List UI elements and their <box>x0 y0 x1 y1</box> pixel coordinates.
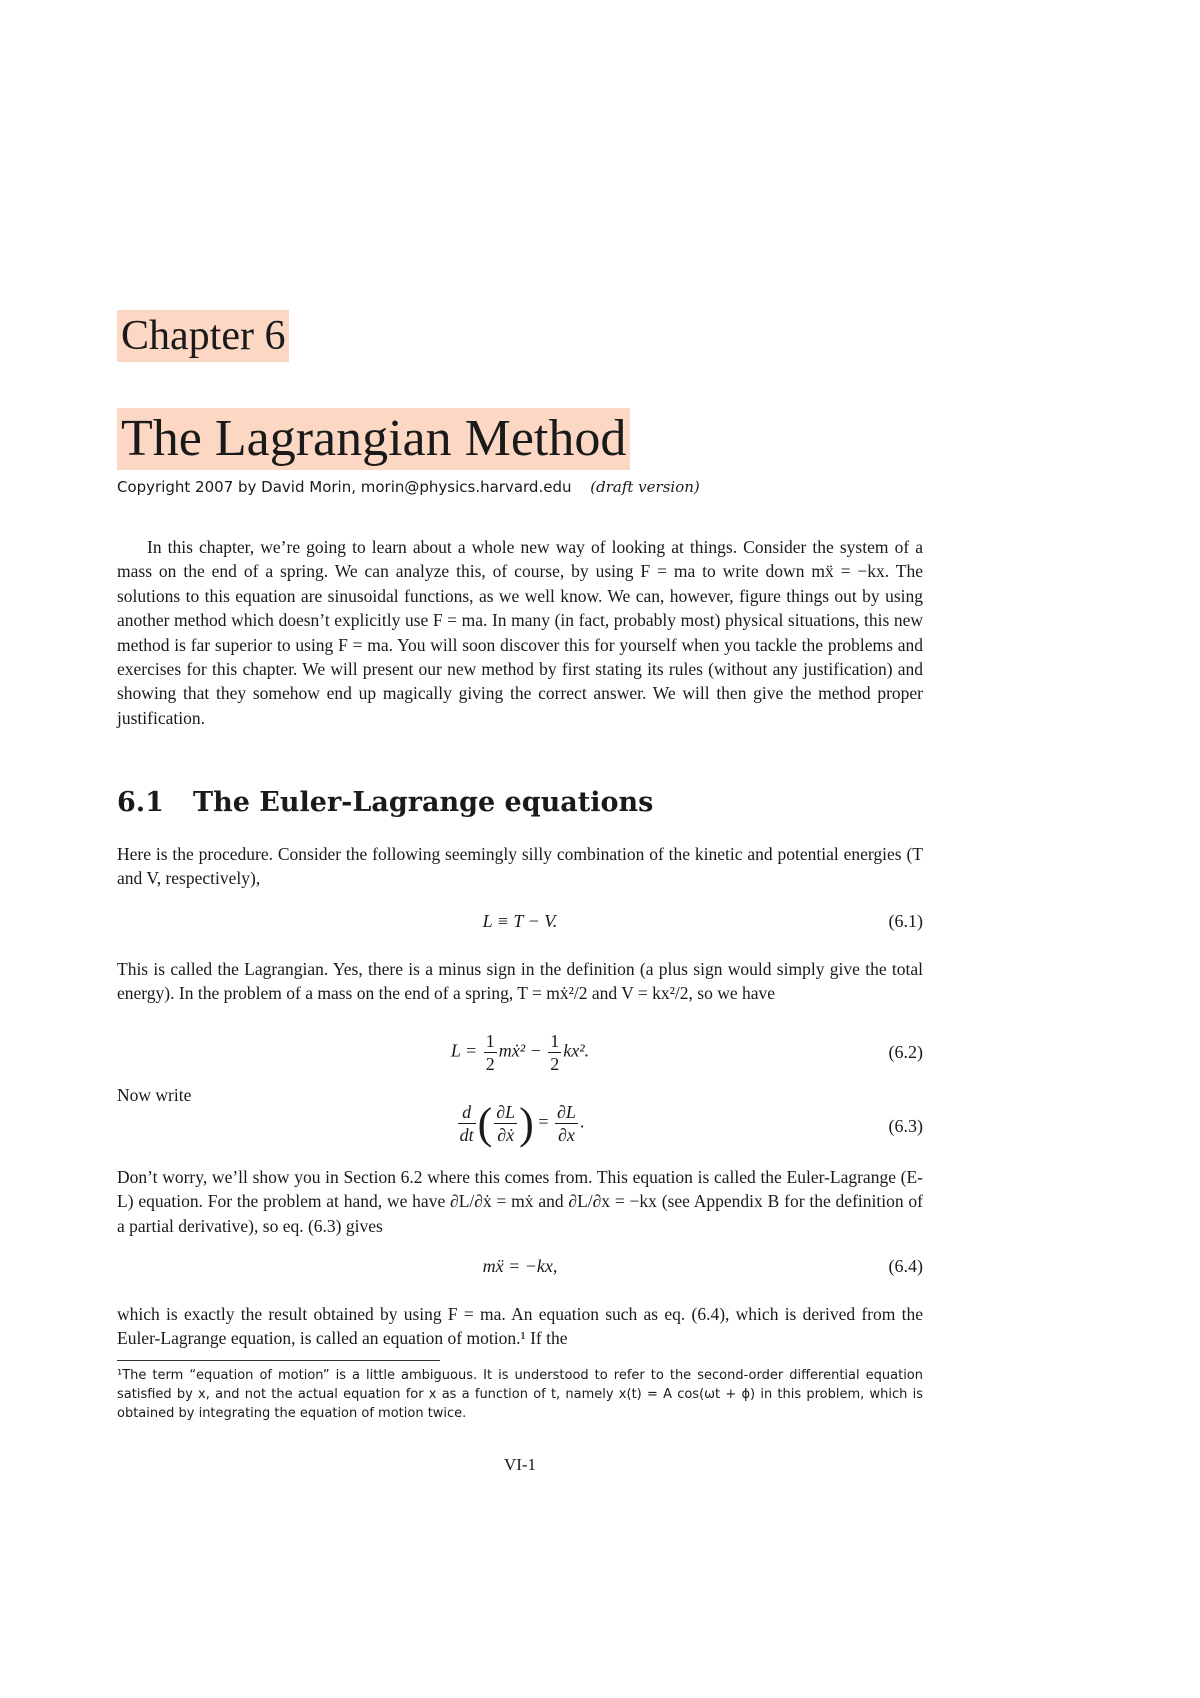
copyright-line <box>117 478 700 496</box>
equation-6-2-tag: (6.2) <box>888 1042 923 1062</box>
eq3-equals: = <box>538 1111 549 1132</box>
equation-6-3-body <box>117 1098 923 1149</box>
chapter-title <box>117 408 630 470</box>
chapter-label <box>117 310 289 362</box>
eq2-half-a: $\frac{1}{2}$ <box>485 1031 495 1074</box>
equation-6-4-tag: (6.4) <box>888 1256 923 1276</box>
paragraph-euler-lagrange: Don’t worry, we’ll show you in Section 6.2 where this comes from. This equation is called the Euler-Lagrange (E-L) equation. For the problem at hand, we have ∂L/∂ẋ = mẋ and ∂L/∂x = −kx (see Appendix B for the definition of a partial derivative), so eq. (6.3) gives <box>117 1167 923 1236</box>
equation-6-4-body: mẍ = −kx, <box>482 1256 558 1276</box>
eq2-half-b: $\frac{1}{2}$ <box>550 1031 560 1074</box>
equation-6-3 <box>117 1098 923 1158</box>
equation-6-3-tag: (6.3) <box>888 1116 923 1136</box>
intro-paragraph: In this chapter, we’re going to learn about a whole new way of looking at things. Consider the system of a mass on the end of a spring. We can analyze this, of course, by using F = ma to write down mẍ = −kx. The solutions to this equation are sinusoidal functions, as we well know. We can, however, figure things out by using another method which doesn’t explicitly use F = ma. In many (in fact, probably most) physical situations, this new method is far superior to using F = ma. You will soon discover this for yourself when you tackle the problems and exercises for this chapter. We will present our new method by first stating its rules (without any justification) and showing that they somehow end up magically giving the correct answer. We will then give the method proper justification. <box>117 537 923 728</box>
eq3-dl-dxdot: $\frac{\partial L}{\text{∂ẋ}}$ <box>496 1102 516 1145</box>
section-number: 6.1 <box>117 787 164 818</box>
eq2-term2: kx². <box>563 1040 590 1061</box>
eq2-lhs: L = <box>450 1040 478 1061</box>
equation-6-1-tag: (6.1) <box>888 911 923 931</box>
paragraph-procedure: Here is the procedure. Consider the following seemingly silly combination of the kinetic and potential energies (T and V, respectively), <box>117 844 923 889</box>
page-number: VI-1 <box>503 1455 537 1474</box>
copyright-text: Copyright 2007 by David Morin, morin@physics.harvard.edu <box>117 478 572 496</box>
footnote: ¹The term “equation of motion” is a little ambiguous. It is understood to refer to the second-order differential equation satisfied by x, and not the actual equation for x as a function of t, namely x(t) = A cos(ωt + ϕ) in this problem, which is obtained by integrating the equation of motion twice. <box>117 1368 923 1421</box>
paragraph-now-write: Now write <box>117 1085 192 1105</box>
chapter-title-text: The Lagrangian Method <box>117 408 630 470</box>
section-title: The Euler-Lagrange equations <box>193 787 654 818</box>
eq3-open-paren: ( <box>477 1099 493 1148</box>
equation-6-1-body: L ≡ T − V. <box>482 911 558 931</box>
eq3-close-paren: ) <box>519 1099 534 1148</box>
section-heading <box>117 787 653 818</box>
equation-6-2-body <box>117 1030 923 1075</box>
paragraph-lagrangian: This is called the Lagrangian. Yes, there is a minus sign in the definition (a plus sign would simply give the total energy). In the problem of a mass on the end of a spring, T = mẋ²/2 and V = kx²/2, so we have <box>117 959 923 1004</box>
eq3-period: . <box>579 1111 585 1132</box>
draft-note: (draft version) <box>590 478 700 496</box>
equation-6-2 <box>117 1030 923 1078</box>
paragraph-equation-of-motion: which is exactly the result obtained by using F = ma. An equation such as eq. (6.4), which is derived from the Euler-Lagrange equation, is called an equation of motion.¹ If the <box>117 1304 923 1349</box>
chapter-label-text: Chapter 6 <box>117 310 289 362</box>
footnote-rule <box>117 1360 440 1361</box>
eq3-dl-dx: $\frac{\partial L}{\partial x}$ <box>556 1102 576 1145</box>
eq2-term1: mẋ² − <box>498 1040 542 1061</box>
eq3-d-dt: $\frac{d}{dt}$ <box>459 1102 474 1145</box>
